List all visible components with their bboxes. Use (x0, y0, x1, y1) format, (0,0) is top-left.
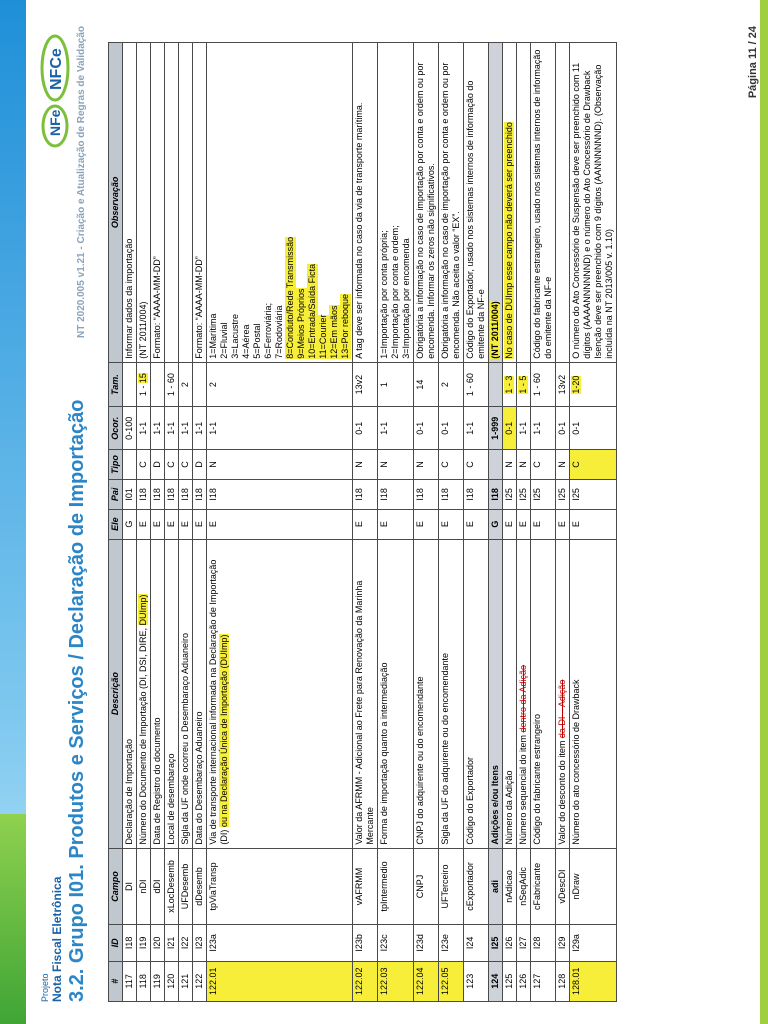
fields-table (108, 42, 617, 1002)
row-size (151, 362, 165, 407)
row-description (378, 539, 414, 848)
table-row (531, 43, 556, 1002)
row-description (489, 539, 503, 848)
row-ele: E (517, 509, 531, 539)
row-occurrence: 0-1 (570, 407, 617, 450)
row-ele: G (123, 509, 137, 539)
table-row (570, 43, 617, 1002)
row-parent: I25 (503, 479, 517, 509)
row-id: I24 (464, 925, 489, 961)
row-number: 122.01 (207, 961, 353, 1001)
size-text: 1 - 60 (166, 373, 176, 397)
row-parent: I18 (353, 479, 378, 509)
row-description (123, 539, 137, 848)
size-text: 1 - 3 (504, 375, 514, 394)
description-text: Valor da AFRMM - Adicional ao Frete para Renovação da Marinha Mercante (354, 580, 375, 845)
row-size (503, 362, 517, 407)
row-id: I26 (503, 925, 517, 961)
observation-text: O número do Ato Concessório de Suspensão deve ser preenchido com 11 dígitos (AAAANNNNNND) e o número do Ato Concessório de Drawback Isenção deve ser preenchido com 9 dígitos (AANNNNNND). (Observação incluída na NT 2013/005 v. 1.10) (571, 62, 614, 359)
row-ele: E (353, 509, 378, 539)
row-type (489, 450, 503, 480)
size-text: 13v2 (354, 374, 364, 395)
row-field: cExportador (464, 848, 489, 925)
row-occurrence: 1-1 (179, 407, 193, 450)
row-field: dDesemb (193, 848, 207, 925)
row-description (570, 539, 617, 848)
column-header: ID (109, 925, 123, 961)
row-description (556, 539, 570, 848)
project-name: Nota Fiscal Eletrônica (50, 876, 64, 1002)
observation-text: (NT 2011/004) (490, 301, 500, 359)
row-ele: E (165, 509, 179, 539)
column-header: Observação (109, 43, 123, 363)
row-type: N (556, 450, 570, 480)
row-ele: E (193, 509, 207, 539)
row-observation (179, 43, 193, 363)
row-description (531, 539, 556, 848)
observation-text: Formato: “AAAA-MM-DD” (152, 256, 162, 359)
size-text: 2 (180, 382, 190, 388)
row-ele: E (151, 509, 165, 539)
row-type: C (464, 450, 489, 480)
row-occurrence: 0-1 (353, 407, 378, 450)
description-text: Código do fabricante estrangeiro (532, 713, 542, 845)
row-occurrence: 1-1 (531, 407, 556, 450)
row-occurrence: 1-999 (489, 407, 503, 450)
row-field: tpIntermedio (378, 848, 414, 925)
observation-list-item-highlight: 8=Conduto/Rede Transmissão (285, 236, 295, 359)
row-type: D (151, 450, 165, 480)
row-parent: I25 (556, 479, 570, 509)
observation-text: A tag deve ser informada no caso da via de transporte marítima. (354, 102, 364, 359)
table-row (517, 43, 531, 1002)
row-description (207, 539, 353, 848)
row-id: I29 (556, 925, 570, 961)
row-ele: E (137, 509, 151, 539)
description-text: Código do Exportador (465, 757, 475, 845)
row-observation (439, 43, 464, 363)
row-number: 122 (193, 961, 207, 1001)
row-field: DI (123, 848, 137, 925)
row-observation (123, 43, 137, 363)
row-observation (137, 43, 151, 363)
table-row (207, 43, 353, 1002)
row-description (165, 539, 179, 848)
row-occurrence: 1-1 (193, 407, 207, 450)
row-type: C (439, 450, 464, 480)
row-number: 128.01 (570, 961, 617, 1001)
description-text: Número da Adição (504, 770, 514, 845)
row-type: D (193, 450, 207, 480)
observation-list-item-highlight: 13=Por reboque (340, 293, 350, 359)
observation-list-item-highlight: 11=Courier (318, 314, 328, 359)
row-occurrence: 1-1 (464, 407, 489, 450)
row-field: nDI (137, 848, 151, 925)
row-field: CNPJ (414, 848, 439, 925)
row-id: I23a (207, 925, 353, 961)
row-occurrence: 0-1 (556, 407, 570, 450)
table-row (165, 43, 179, 1002)
row-description (517, 539, 531, 848)
row-occurrence: 1-1 (517, 407, 531, 450)
row-number: 127 (531, 961, 556, 1001)
row-parent: I25 (570, 479, 617, 509)
row-field: vDescDI (556, 848, 570, 925)
description-text: Via de transporte internacional informada na Declaração de Importação (DI) (208, 559, 229, 845)
row-occurrence: 0-1 (439, 407, 464, 450)
row-type (123, 450, 137, 480)
table-row (439, 43, 464, 1002)
row-field: dDI (151, 848, 165, 925)
row-id: I28 (531, 925, 556, 961)
row-ele: E (207, 509, 353, 539)
row-number: 120 (165, 961, 179, 1001)
row-field: nSeqAdic (517, 848, 531, 925)
row-occurrence: 0-1 (503, 407, 517, 450)
observation-list-item: 7=Rodoviária (274, 305, 284, 359)
row-ele: E (179, 509, 193, 539)
row-field: UFTerceiro (439, 848, 464, 925)
row-id: I19 (137, 925, 151, 961)
row-size (353, 362, 378, 407)
observation-list-item: 4=Aérea (241, 324, 251, 359)
row-type: C (165, 450, 179, 480)
column-header: Tipo (109, 450, 123, 480)
description-strikethrough: dentro da Adição (518, 664, 528, 733)
observation-list-item: 2=Fluvial (219, 322, 229, 359)
row-id: I25 (489, 925, 503, 961)
row-size (439, 362, 464, 407)
row-field: tpViaTransp (207, 848, 353, 925)
row-observation (489, 43, 503, 363)
row-number: 117 (123, 961, 137, 1001)
row-description (353, 539, 378, 848)
row-type: C (570, 450, 617, 480)
observation-list-item: 1=Marítima (208, 313, 218, 359)
observation-text: Código do fabricante estrangeiro, usado nos sistemas internos de informação do emitente da NF-e (532, 49, 553, 359)
row-id: I23 (193, 925, 207, 961)
row-id: I23c (378, 925, 414, 961)
description-highlight: DUImp) (138, 594, 148, 626)
row-size (193, 362, 207, 407)
row-size (137, 362, 151, 407)
row-ele: E (414, 509, 439, 539)
description-text: Data do Desembaraço Aduaneiro (194, 711, 204, 845)
description-text: Número sequencial do item (518, 735, 528, 845)
row-type: C (179, 450, 193, 480)
observation-list-item-highlight: 9=Meios Próprios (296, 288, 306, 359)
column-header: Pai (109, 479, 123, 509)
observation-text: No caso de DUImp esse campo não deverá ser preenchido (504, 122, 514, 359)
row-observation (165, 43, 179, 363)
row-id: I22 (179, 925, 193, 961)
row-size (414, 362, 439, 407)
row-occurrence: 0-100 (123, 407, 137, 450)
row-size (570, 362, 617, 407)
row-description (464, 539, 489, 848)
row-occurrence: 0-1 (414, 407, 439, 450)
row-number: 125 (503, 961, 517, 1001)
row-ele: E (464, 509, 489, 539)
description-text: Local de desembaraço (166, 753, 176, 845)
observation-list-item-highlight: 10=Entrada/Saída Ficta (307, 263, 317, 359)
row-size (207, 362, 353, 407)
column-header: Ele (109, 509, 123, 539)
logo-text-nfe: NFe (47, 109, 63, 136)
project-label: Projeto (40, 973, 50, 1002)
table-row (193, 43, 207, 1002)
row-number: 122.02 (353, 961, 378, 1001)
table-body (123, 43, 617, 1002)
row-id: I23b (353, 925, 378, 961)
table-row (179, 43, 193, 1002)
row-occurrence: 1-1 (137, 407, 151, 450)
row-observation (517, 43, 531, 363)
description-text: Valor do desconto do item (557, 740, 567, 845)
size-text: 1 - 60 (465, 373, 475, 397)
row-number: 118 (137, 961, 151, 1001)
row-description (414, 539, 439, 848)
row-observation (353, 43, 378, 363)
row-field: nDraw (570, 848, 617, 925)
row-id: I18 (123, 925, 137, 961)
observation-text: (NT 2011/004) (138, 301, 148, 359)
row-type: N (517, 450, 531, 480)
size-text: 1 - 5 (518, 375, 528, 394)
observation-list-item-highlight: 12=Em mãos (329, 305, 339, 359)
row-parent: I18 (464, 479, 489, 509)
row-number: 121 (179, 961, 193, 1001)
observation-list-item: 6=Ferroviária; (263, 302, 273, 359)
row-number: 119 (151, 961, 165, 1001)
row-parent: I25 (531, 479, 556, 509)
row-occurrence: 1-1 (207, 407, 353, 450)
row-observation (151, 43, 165, 363)
left-color-stripe (0, 0, 26, 1024)
row-field: nAdicao (503, 848, 517, 925)
nfe-logo-icon (36, 28, 74, 148)
column-header: Campo (109, 848, 123, 925)
row-parent: I01 (123, 479, 137, 509)
observation-list-item: 5=Postal (252, 323, 262, 359)
table-row (137, 43, 151, 1002)
row-observation (378, 43, 414, 363)
row-type: N (353, 450, 378, 480)
size-text: 1 - (138, 385, 148, 397)
description-text: Forma de importação quanto a intermediação (379, 662, 389, 845)
row-field: cFabricante (531, 848, 556, 925)
row-number: 124 (489, 961, 503, 1001)
row-number: 126 (517, 961, 531, 1001)
observation-text: Formato: “AAAA-MM-DD” (194, 256, 204, 359)
observation-list-item: 3=Lacustre (230, 313, 240, 359)
column-header: # (109, 961, 123, 1001)
size-text: 13v2 (557, 374, 567, 395)
row-id: I29a (570, 925, 617, 961)
row-parent: I18 (207, 479, 353, 509)
row-description (439, 539, 464, 848)
table-row (151, 43, 165, 1002)
row-observation (503, 43, 517, 363)
row-number: 122.03 (378, 961, 414, 1001)
row-observation (556, 43, 570, 363)
table-row (353, 43, 378, 1002)
doc-version: NT 2020.005 v1.21 - Criação e Atualização de Regras de Validação (76, 26, 87, 339)
row-id: I23d (414, 925, 439, 961)
row-size (464, 362, 489, 407)
row-parent: I25 (517, 479, 531, 509)
row-parent: I18 (137, 479, 151, 509)
right-color-stripe (760, 0, 768, 1024)
size-text: 2 (440, 382, 450, 388)
column-header: Ocor. (109, 407, 123, 450)
table-row (489, 43, 503, 1002)
row-ele: E (439, 509, 464, 539)
row-observation (531, 43, 556, 363)
row-description (193, 539, 207, 848)
row-id: I27 (517, 925, 531, 961)
row-observation (193, 43, 207, 363)
size-text: 1 - 60 (532, 373, 542, 397)
row-type: N (207, 450, 353, 480)
row-occurrence: 1-1 (165, 407, 179, 450)
size-text: 2 (208, 382, 218, 388)
row-observation (464, 43, 489, 363)
size-highlight: 15 (138, 373, 148, 384)
row-size (489, 362, 503, 407)
description-strikethrough: da DI – Adição (557, 679, 567, 739)
row-type: N (503, 450, 517, 480)
row-id: I20 (151, 925, 165, 961)
row-type: C (531, 450, 556, 480)
row-id: I21 (165, 925, 179, 961)
size-text: 14 (415, 379, 425, 390)
table-row (378, 43, 414, 1002)
row-ele: E (556, 509, 570, 539)
table-row (464, 43, 489, 1002)
table-header-row (109, 43, 123, 1002)
description-text: Data de Registro do documento (152, 717, 162, 845)
observation-text: Obrigatória a informação no caso de importação por conta e ordem ou por encomenda. Não aceita o valor “EX”. (440, 62, 461, 359)
row-field: vAFRMM (353, 848, 378, 925)
row-id: I23e (439, 925, 464, 961)
row-type: N (414, 450, 439, 480)
row-description (137, 539, 151, 848)
row-number: 123 (464, 961, 489, 1001)
observation-list-item: 1=Importação por conta própria; (379, 230, 389, 359)
page-number: Página 11 / 24 (747, 26, 759, 99)
row-field: UFDesemb (179, 848, 193, 925)
observation-list-item: 3=Importação por encomenda (401, 238, 411, 359)
table-row (414, 43, 439, 1002)
row-parent: I18 (165, 479, 179, 509)
row-size (123, 362, 137, 407)
row-type: N (378, 450, 414, 480)
row-size (378, 362, 414, 407)
column-header: Descrição (109, 539, 123, 848)
row-size (556, 362, 570, 407)
row-observation (414, 43, 439, 363)
table-row (503, 43, 517, 1002)
row-ele: E (531, 509, 556, 539)
row-ele: E (378, 509, 414, 539)
row-field: adi (489, 848, 503, 925)
observation-text: Código do Exportador, usado nos sistemas internos de informação do emitente da NF-e (465, 80, 486, 359)
row-observation (207, 43, 353, 363)
row-size (165, 362, 179, 407)
description-text: Número do Documento de Importação (DI, DSI, DIRE, (138, 627, 148, 845)
observation-text: Informar dados da importação (124, 238, 134, 359)
row-parent: I18 (193, 479, 207, 509)
observation-text: Obrigatória a informação no caso de importação por conta e ordem ou por encomenda. Informar os zeros não significativos. (415, 62, 436, 359)
row-parent: I18 (151, 479, 165, 509)
observation-list-item: 2=Importação por conta e ordem; (390, 225, 400, 359)
row-description (503, 539, 517, 848)
table-row (556, 43, 570, 1002)
row-size (531, 362, 556, 407)
row-occurrence: 1-1 (151, 407, 165, 450)
row-ele: G (489, 509, 503, 539)
row-observation (570, 43, 617, 363)
row-description (151, 539, 165, 848)
section-title: 3.2. Grupo I01. Produtos e Serviços / Declaração de Importação (66, 399, 88, 1002)
row-type: C (137, 450, 151, 480)
description-text: Declaração de Importação (124, 739, 134, 845)
size-text: 1 (379, 382, 389, 388)
row-parent: I18 (489, 479, 503, 509)
size-text: 1-20 (571, 375, 581, 394)
row-parent: I18 (179, 479, 193, 509)
row-description (179, 539, 193, 848)
description-text: Sigla da UF onde ocorreu o Desembaraço Aduaneiro (180, 632, 190, 845)
row-parent: I18 (439, 479, 464, 509)
row-number: 122.05 (439, 961, 464, 1001)
description-text: Adições e/ou Itens (490, 765, 500, 845)
row-ele: E (570, 509, 617, 539)
row-ele: E (503, 509, 517, 539)
row-parent: I18 (414, 479, 439, 509)
row-number: 122.04 (414, 961, 439, 1001)
description-highlight: ou na Declaração Única de Importação (DUImp) (219, 634, 229, 828)
description-text: Número do ato concessório de Drawback (571, 679, 581, 845)
row-field: xLocDesemb (165, 848, 179, 925)
rotated-page (32, 16, 760, 1016)
row-size (517, 362, 531, 407)
table-row (123, 43, 137, 1002)
row-occurrence: 1-1 (378, 407, 414, 450)
description-text: CNPJ do adquirente ou do encomendante (415, 676, 425, 845)
row-size (179, 362, 193, 407)
column-header: Tam. (109, 362, 123, 407)
row-parent: I18 (378, 479, 414, 509)
logo-text-nfce: NFCe (48, 48, 65, 90)
row-number: 128 (556, 961, 570, 1001)
description-text: Sigla da UF do adquirente ou do encomendante (440, 652, 450, 845)
